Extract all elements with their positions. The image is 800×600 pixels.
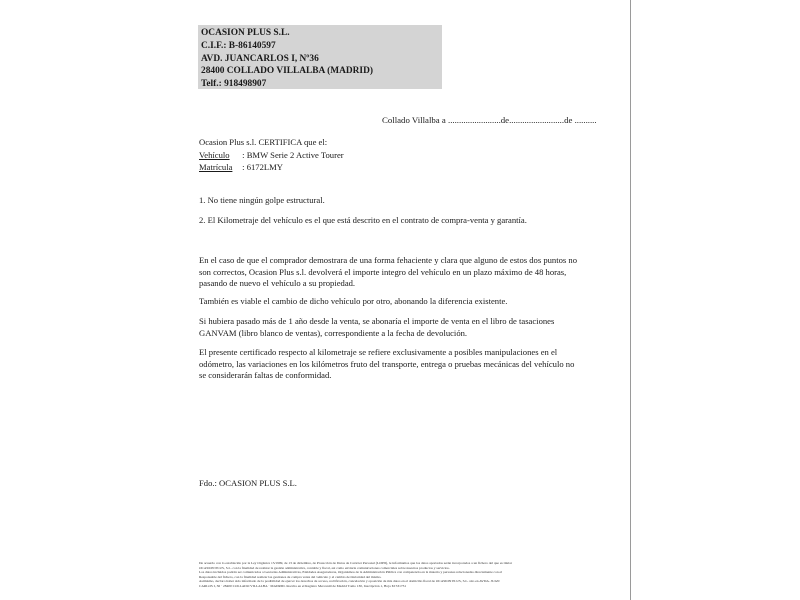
paragraph-line: odómetro, las variaciones en los kilómetros fruto del transporte, entrega o pruebas mecánicas del vehículo no <box>199 358 575 369</box>
plate-row <box>199 162 283 174</box>
paragraph-line: son correctos, Ocasion Plus s.l. devolverá el importe integro del vehículo en un plazo máximo de 48 horas, <box>199 266 567 277</box>
company-header <box>198 25 442 89</box>
paragraph-line: En el caso de que el comprador demostrara de una forma fehaciente y clara que alguno de estos dos puntos no <box>199 255 577 265</box>
footer-line: CARLOS I, 36 · 28400 COLLADO VILLALBA · MADRID. Inscrita en el Registro Mercantil de Madrid Tomo 130, Inscripción 1, Hoja M 531731 <box>199 583 407 588</box>
paragraph-ganvam <box>199 316 609 339</box>
plate-label: Matrícula <box>199 162 233 172</box>
item-mileage: 2. El Kilometraje del vehículo es el que está descrito en el contrato de compra-venta y garantía. <box>199 215 527 225</box>
paragraph-line: pasando de nuevo el vehículo a su propiedad. <box>199 278 356 289</box>
paragraph-line: se considerarán faltas de conformidad. <box>199 370 332 381</box>
paragraph-odometer <box>199 347 609 382</box>
paragraph-line: El presente certificado respecto al kilometraje se refiere exclusivamente a posibles manipulaciones en el <box>199 347 558 357</box>
plate-value: : 6172LMY <box>242 162 283 172</box>
company-cif: C.I.F.: B-86140597 <box>201 40 276 51</box>
page-edge <box>630 0 631 600</box>
certifica-line: Ocasion Plus s.l. CERTIFICA que el: <box>199 137 328 147</box>
company-name: OCASION PLUS S.L. <box>201 28 290 38</box>
vehicle-label: Vehículo <box>199 150 230 160</box>
paragraph-line: GANVAM (libro blanco de ventas), correspondiente a la fecha de devolución. <box>199 327 468 338</box>
paragraph-line: También es viable el cambio de dicho vehículo por otro, abonando la diferencia existente. <box>199 296 508 306</box>
legal-footer <box>199 561 611 589</box>
footer-line: Los datos incluidos podrán ser comunicados a Gestorías Administrativas, Entidades Aseguradoras, Organismos de la Administración Pública con competencia en la materia y personas relacionadas directamente con el <box>199 570 502 575</box>
vehicle-value: : BMW Serie 2 Active Tourer <box>242 150 344 160</box>
company-address: AVD. JUANCARLOS I, Nº36 <box>201 53 319 64</box>
footer-line: OCASION PLUS, S.L. con la finalidad de realizar la gestión administrativa, contable y fiscal, así como enviarle comunicaciones comerciales sobre nuestros productos y servicios. <box>199 565 450 570</box>
signature-line: Fdo.: OCASION PLUS S.L. <box>199 478 297 488</box>
paragraph-line: Si hubiera pasado más de 1 año desde la venta, se abonaría el importe de venta en el libro de tasaciones <box>199 316 555 326</box>
paragraph-exchange <box>199 296 609 308</box>
footer-line: Responsable del fichero, con la finalidad realizar las gestiones de compra venta del vehículo y el cambio de titularidad del mismo. <box>199 574 382 579</box>
vehicle-row <box>199 150 344 162</box>
footer-line: Asimismo, declaro haber sido informado de la posibilidad de ejercer los derechos de acceso, rectificación, cancelación y oposición de mis datos en el domicilio fiscal de OCASION PLUS, S.L. sito en AVDA. JUAN <box>199 579 500 584</box>
item-structural: 1. No tiene ningún golpe estructural. <box>199 195 325 205</box>
company-phone: Telf.: 918498907 <box>201 79 267 90</box>
date-line: Collado Villalba a ........................de.........................de .......... <box>382 115 597 125</box>
paragraph-refund <box>199 255 609 290</box>
footer-line: De acuerdo con lo establecido por la Ley Orgánica 15/1999, de 13 de diciembre, de Protección de Datos de Carácter Personal (LOPD), le informamos que los datos aportados serán incorporados a un fichero del que es titular <box>199 561 512 565</box>
company-city: 28400 COLLADO VILLALBA (MADRID) <box>201 66 373 77</box>
